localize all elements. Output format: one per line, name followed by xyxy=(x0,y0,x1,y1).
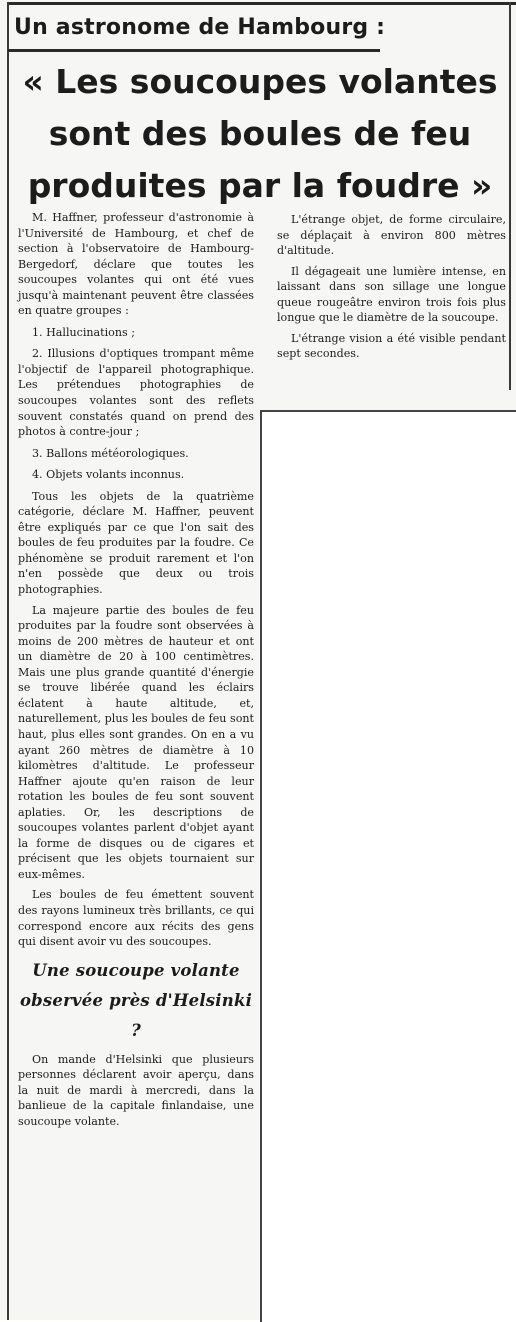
kicker-underline xyxy=(8,49,380,52)
list-item: 2. Illusions d'optiques trompant même l'objectif de l'appareil photographique. Les prétendues photographies de soucoupes volantes sont des reflets souvent constatés quand on prend des photos à contre-jour ; xyxy=(18,347,254,439)
paragraph: Tous les objets de la quatrième catégorie, déclare M. Haffner, peuvent être expliqués par ce que l'on sait des boules de feu produites par la foudre. Ce phénomène se produit rarement et l'on n'en possède que deux ou trois photographies. xyxy=(18,489,254,597)
headline-line: produites par la foudre » xyxy=(27,166,493,205)
list-item: 3. Ballons météorologiques. xyxy=(32,446,189,460)
blank-area xyxy=(260,410,516,1322)
paragraph: M. Haffner, professeur d'astronomie à l'Université de Hambourg, et chef de section à l'observatoire de Hambourg-Bergedorf, déclare que toutes les soucoupes volantes qui ont été vues jusqu'à maintenant peuvent être classées en quatre groupes : xyxy=(18,211,254,318)
paragraph: L'étrange vision a été visible pendant sept secondes. xyxy=(277,331,506,361)
left-rule xyxy=(7,2,9,1320)
right-rule xyxy=(509,2,511,390)
paragraph: Il dégageait une lumière intense, en laissant dans son sillage une longue queue rougeâtre environ trois fois plus longue que le diamètre de la soucoupe. xyxy=(277,264,506,325)
paragraph: On mande d'Helsinki que plusieurs personnes déclarent avoir aperçu, dans la nuit de mardi à mercredi, dans la banlieue de la capitale finlandaise, une soucoupe volante. xyxy=(18,1052,254,1128)
list-item: 1. Hallucinations ; xyxy=(32,325,135,339)
subheading xyxy=(18,956,254,1046)
paragraph: Les boules de feu émettent souvent des rayons lumineux très brillants, ce qui correspond encore aux récits des gens qui disent avoir vu des soucoupes. xyxy=(18,888,254,949)
top-rule xyxy=(8,2,516,5)
paragraph: L'étrange objet, de forme circulaire, se déplaçait à environ 800 mètres d'altitude. xyxy=(277,213,506,258)
headline-line: « Les soucoupes volantes xyxy=(22,62,498,101)
paragraph: La majeure partie des boules de feu produites par la foudre sont observées à moins de 200 mètres de hauteur et ont un diamètre de 20 à 100 centimètres. Mais une plus grande quantité d'énergie se trouve libérée quand les éclairs éclatent à haute altitude, et, naturellement, plus les boules de feu sont haut, plus elles sont grandes. On en a vu ayant 260 mètres de diamètre à 10 kilomètres d'altitude. Le professeur Haffner ajoute qu'en raison de leur rotation les boules de feu sont souvent aplaties. Or, les descriptions de soucoupes volantes parlent d'objet ayant la forme de disques ou de cigares et précisent que les objets tournaient sur eux-mêmes. xyxy=(18,603,254,881)
left-column xyxy=(18,210,254,1134)
headline xyxy=(12,56,508,212)
subheading-line: Une soucoupe volante xyxy=(32,960,240,980)
right-column xyxy=(277,212,506,367)
headline-line: sont des boules de feu xyxy=(48,114,472,153)
subheading-line: observée près d'Helsinki ? xyxy=(19,990,253,1040)
kicker: Un astronome de Hambourg : xyxy=(14,15,386,40)
list-item: 4. Objets volants inconnus. xyxy=(32,468,185,482)
